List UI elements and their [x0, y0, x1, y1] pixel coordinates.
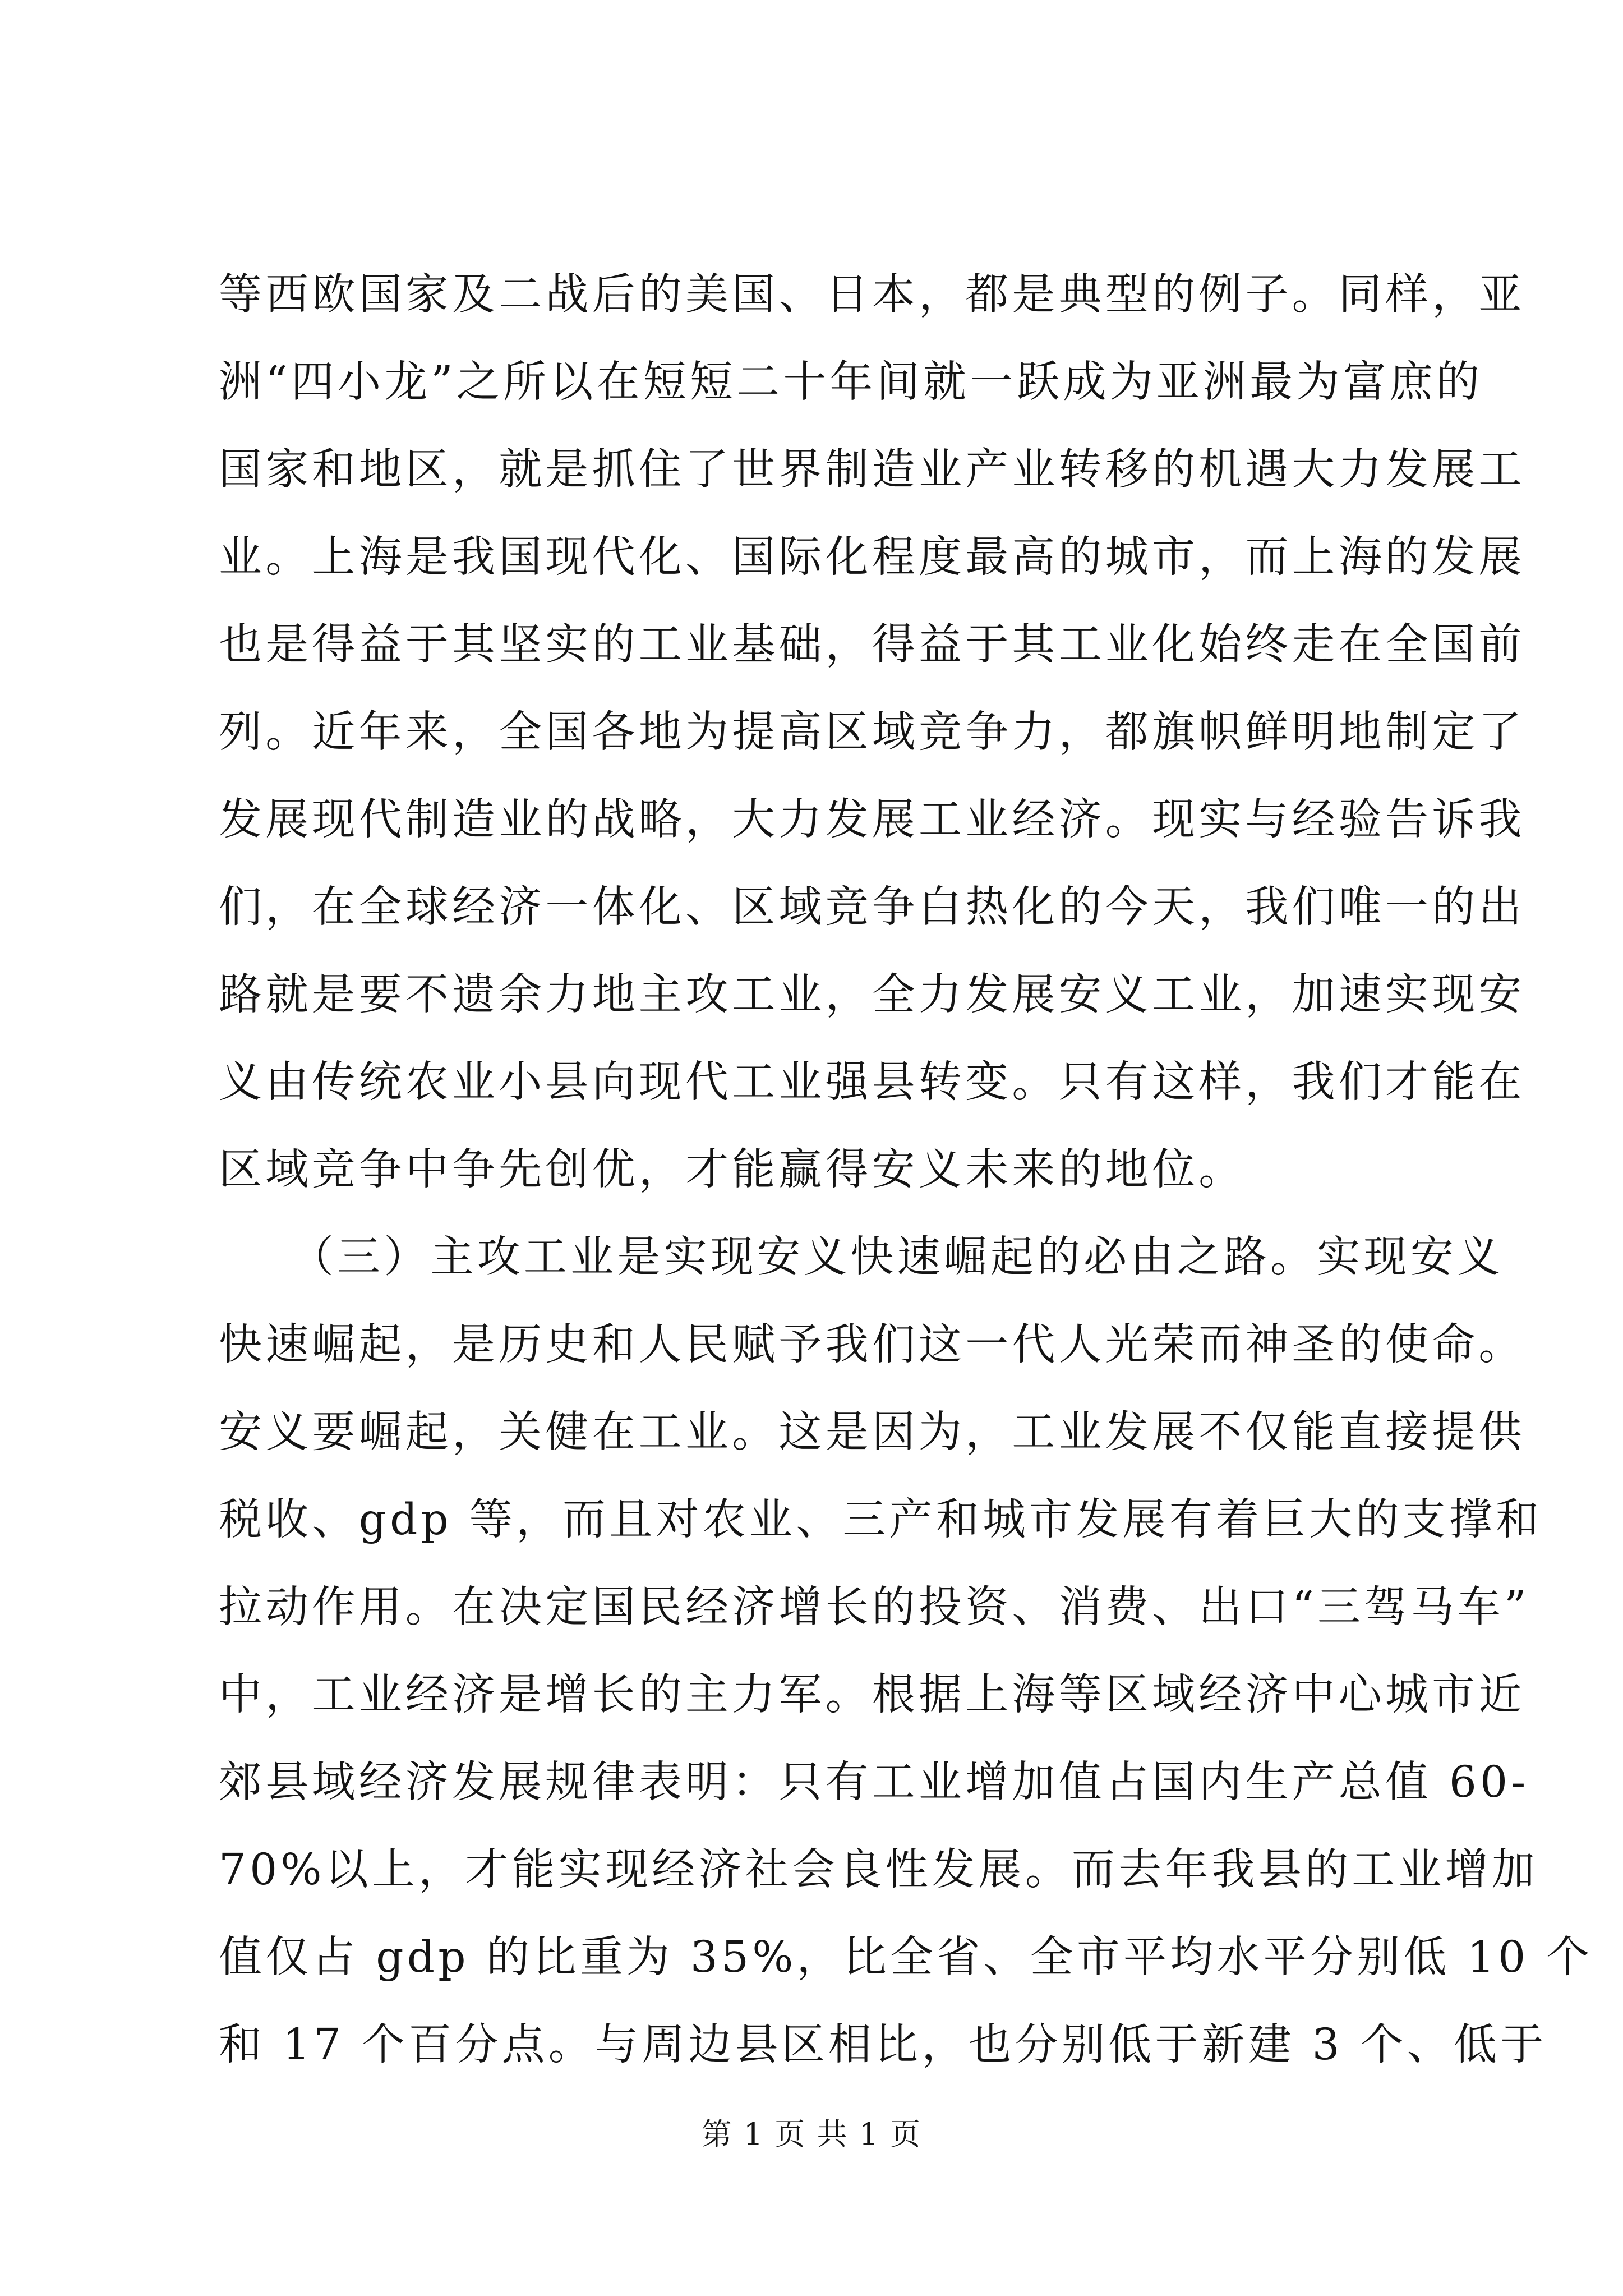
- text-line: 国家和地区，就是抓住了世界制造业产业转移的机遇大力发展工: [219, 445, 1525, 495]
- text-line: 们，在全球经济一体化、区域竞争白热化的今天，我们唯一的出: [219, 882, 1525, 932]
- page-number-footer: 第 1 页 共 1 页: [701, 2116, 922, 2152]
- text-line: 也是得益于其坚实的工业基础，得益于其工业化始终走在全国前: [219, 620, 1525, 670]
- text-line: 等西欧国家及二战后的美国、日本，都是典型的例子。同样，亚: [219, 270, 1525, 320]
- body-text: [219, 251, 1593, 2089]
- text-line: 70%以上，才能实现经济社会良性发展。而去年我县的工业增加: [219, 1845, 1538, 1895]
- text-line: 列。近年来，全国各地为提高区域竞争力，都旗帜鲜明地制定了: [219, 707, 1525, 757]
- text-line: 区域竞争中争先创优，才能赢得安义未来的地位。: [219, 1145, 1246, 1195]
- text-line: 发展现代制造业的战略，大力发展工业经济。现实与经验告诉我: [219, 795, 1525, 845]
- text-line: 路就是要不遗余力地主攻工业，全力发展安义工业，加速实现安: [219, 970, 1525, 1020]
- text-line: 快速崛起，是历史和人民赋予我们这一代人光荣而神圣的使命。: [219, 1320, 1525, 1370]
- section-heading-line: （三）主攻工业是实现安义快速崛起的必由之路。实现安义: [219, 1232, 1504, 1282]
- text-line: 和 17 个百分点。与周边县区相比，也分别低于新建 3 个、低于: [219, 2020, 1547, 2070]
- text-line: 义由传统农业小县向现代工业强县转变。只有这样，我们才能在: [219, 1057, 1525, 1107]
- text-line: 值仅占 gdp 的比重为 35%，比全省、全市平均水平分别低 10 个: [219, 1932, 1593, 1982]
- text-line: 安义要崛起，关健在工业。这是因为，工业发展不仅能直接提供: [219, 1407, 1525, 1457]
- text-line: 业。上海是我国现代化、国际化程度最高的城市，而上海的发展: [219, 532, 1525, 582]
- text-line: 郊县域经济发展规律表明：只有工业增加值占国内生产总值 60-: [219, 1757, 1529, 1807]
- text-line: 中，工业经济是增长的主力军。根据上海等区域经济中心城市近: [219, 1670, 1525, 1720]
- text-line: 税收、gdp 等，而且对农业、三产和城市发展有着巨大的支撑和: [219, 1495, 1543, 1545]
- text-line: 洲“四小龙”之所以在短短二十年间就一跃成为亚洲最为富庶的: [219, 357, 1483, 407]
- text-line: 拉动作用。在决定国民经济增长的投资、消费、出口“三驾马车”: [219, 1582, 1530, 1632]
